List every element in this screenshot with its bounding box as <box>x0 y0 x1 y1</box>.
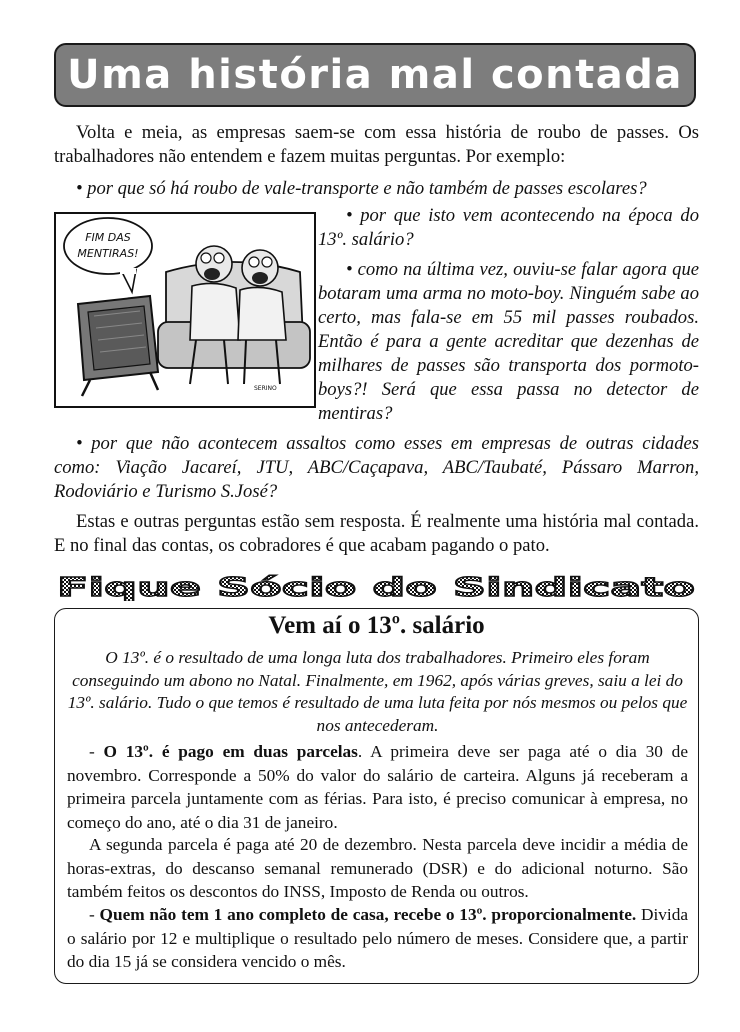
box-paragraph-2: A segunda parcela é paga até 20 de dezembro. Nesta parcela deve incidir a média de horas-extras, do descanso semanal remunerado (DSR) e do adicional noturno. São também feitos os descontos do INSS, Imposto de Renda ou outros. <box>67 835 688 901</box>
cartoon-speech-line2: MENTIRAS! <box>77 247 139 260</box>
title-banner <box>54 43 696 107</box>
p1-dash: - <box>89 742 104 761</box>
cartoon-speech-line1: FIM DAS <box>85 231 131 244</box>
p1-bold: O 13º. é pago em duas parcelas <box>103 742 358 761</box>
box-heading: Vem aí o 13º. salário <box>268 612 485 639</box>
banner-text: Fique Sócio do Sindicato <box>57 573 695 601</box>
p3-dash: - <box>89 905 100 924</box>
page-title: Uma história mal contada <box>67 52 683 98</box>
bullet-item: • por que isto vem acontecendo na época do 13º. salário? <box>318 205 699 250</box>
box-paragraph-1 <box>67 740 688 834</box>
bullet-item: • por que só há roubo de vale-transporte e não também de passes escolares? <box>76 178 647 199</box>
cartoon-signature: SERINO <box>254 385 277 392</box>
closing-paragraph: Estas e outras perguntas estão sem resposta. É realmente uma história mal contada. E no final das contas, os cobradores é que acabam pagando o pato. <box>54 511 699 556</box>
membership-banner <box>54 573 699 601</box>
p3-text: Divida o salário por 12 e multiplique o resultado pelo número de meses. Considere que, a partir do dia 15 já se considera vencido o mês. <box>67 905 689 971</box>
thirteenth-salary-box <box>54 608 699 984</box>
p1-text: . A primeira deve ser paga até o dia 30 de novembro. Corresponde a 50% do valor do salário de carteira. Alguns já receberam a primeira parcela juntamente com as férias. Para isto, é preciso comunicar à empresa, no começo do ano, até o dia 31 de janeiro. <box>67 742 688 832</box>
box-paragraph-3 <box>67 903 688 974</box>
intro-paragraph: Volta e meia, as empresas saem-se com essa história de roubo de passes. Os trabalhadores não entendem e fazem muitas perguntas. Por exemplo: <box>54 122 699 167</box>
cartoon-illustration <box>54 212 316 408</box>
p3-bold: Quem não tem 1 ano completo de casa, recebe o 13º. proporcionalmente. <box>99 905 637 924</box>
box-intro: O 13º. é o resultado de uma longa luta dos trabalhadores. Primeiro eles foram conseguindo um abono no Natal. Finalmente, em 1962, após várias greves, saiu a lei do 13º. salário. Tudo o que temos é resultado de uma luta feita por nós mesmos ou pelos que nos antecederam. <box>67 648 688 735</box>
bullet-item: • como na última vez, ouviu-se falar agora que botaram uma arma no moto-boy. Ninguém sabe ao certo, mas fala-se em 55 mil passes roubados. Então é para a gente acreditar que dezenhas de milhares de passes são transporta dos pormoto-boys?! Será que essa passa no detector de mentiras? <box>318 259 699 424</box>
bullet-item: • por que não acontecem assaltos como esses em empresas de outras cidades como: Viação Jacareí, JTU, ABC/Caçapava, ABC/Taubaté, Pássaro Marron, Rodoviário e Turismo S.José? <box>54 433 699 502</box>
